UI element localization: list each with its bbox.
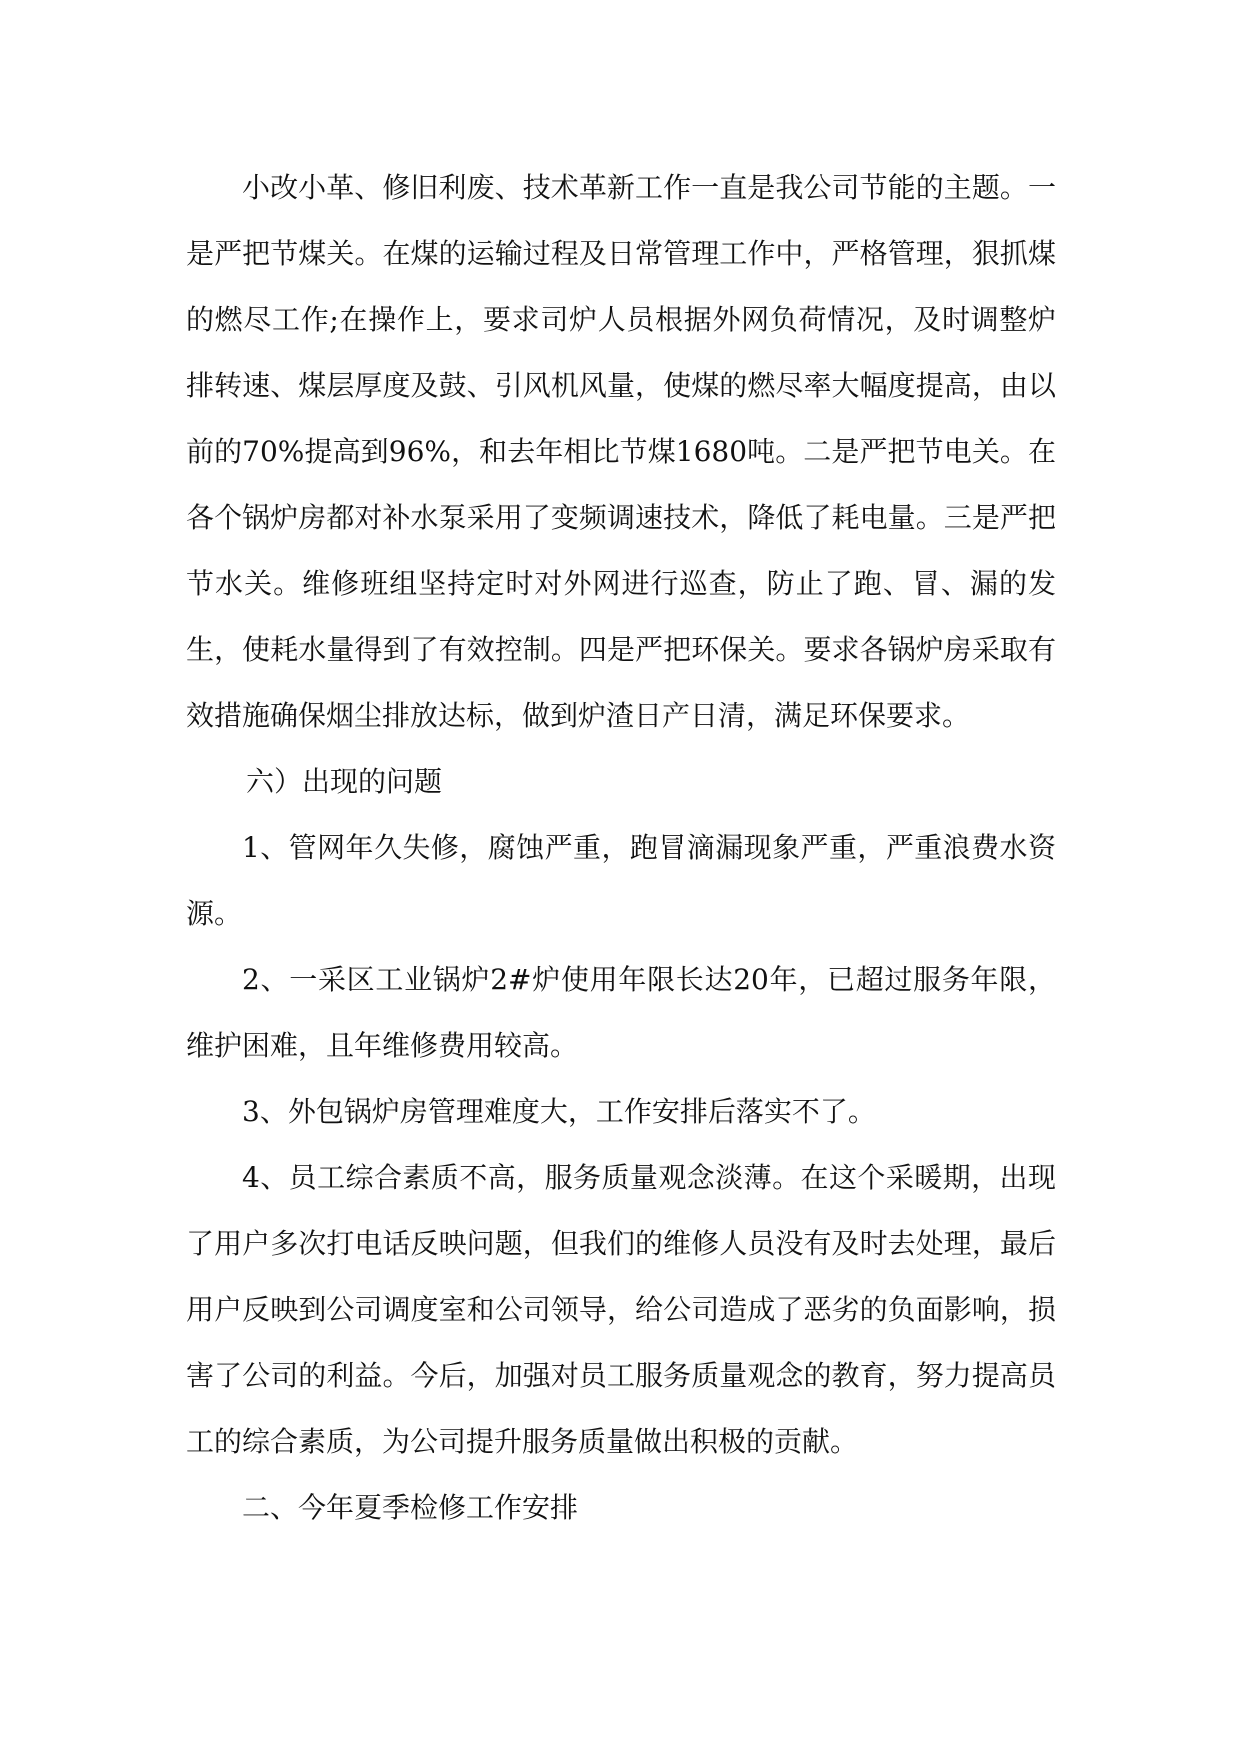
section-heading-summer-maintenance: 二、今年夏季检修工作安排: [242, 1491, 579, 1524]
section-heading-problems: 六）出现的问题: [246, 765, 443, 798]
problem-item-2: 2、一采区工业锅炉2#炉使用年限长达20年，已超过服务年限，维护困难，且年维修费用较高。: [186, 963, 1056, 1062]
paragraph-energy-saving: 小改小革、修旧利废、技术革新工作一直是我公司节能的主题。一是严把节煤关。在煤的运输过程及日常管理工作中，严格管理，狠抓煤的燃尽工作;在操作上，要求司炉人员根据外网负荷情况，及时调整炉排转速、煤层厚度及鼓、引风机风量，使煤的燃尽率大幅度提高，由以前的70%提高到96%，和去年相比节煤1680吨。二是严把节电关。在各个锅炉房都对补水泵采用了变频调速技术，降低了耗电量。三是严把节水关。维修班组坚持定时对外网进行巡查，防止了跑、冒、漏的发生，使耗水量得到了有效控制。四是严把环保关。要求各锅炉房采取有效措施确保烟尘排放达标，做到炉渣日产日清，满足环保要求。: [186, 171, 1056, 732]
document-body: [186, 155, 1056, 1541]
problem-item-1: 1、管网年久失修，腐蚀严重，跑冒滴漏现象严重，严重浪费水资源。: [186, 831, 1056, 930]
problem-item-4: 4、员工综合素质不高，服务质量观念淡薄。在这个采暖期，出现了用户多次打电话反映问题，但我们的维修人员没有及时去处理，最后用户反映到公司调度室和公司领导，给公司造成了恶劣的负面影响，损害了公司的利益。今后，加强对员工服务质量观念的教育，努力提高员工的综合素质，为公司提升服务质量做出积极的贡献。: [186, 1161, 1056, 1458]
problem-item-3: 3、外包锅炉房管理难度大，工作安排后落实不了。: [242, 1095, 876, 1128]
